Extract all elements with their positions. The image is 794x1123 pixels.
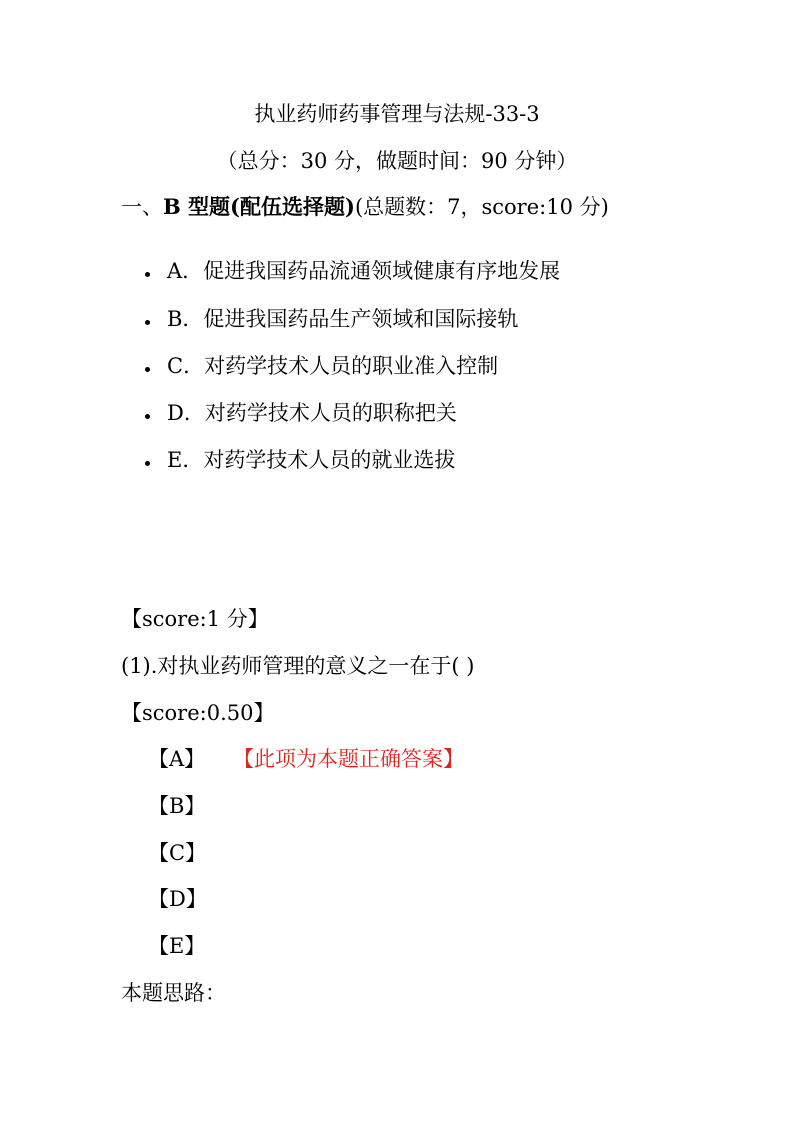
section-type: B 型题(配伍选择题) xyxy=(163,194,355,219)
answer-label: 【D】 xyxy=(148,887,207,911)
explanation-label: 本题思路： xyxy=(121,981,226,1005)
option-text: C．对药学技术人员的职业准入控制 xyxy=(167,354,499,378)
answer-label: 【B】 xyxy=(148,794,206,818)
option-text: B．促进我国药品生产领域和国际接轨 xyxy=(167,307,519,331)
bullet-icon xyxy=(145,367,150,372)
bullet-icon xyxy=(145,320,150,325)
option-text: D．对药学技术人员的职称把关 xyxy=(167,401,457,425)
group-score: 【score:1 分】 xyxy=(121,607,269,631)
page-title: 执业药师药事管理与法规-33-3 xyxy=(254,102,540,126)
answer-label: 【A】 xyxy=(148,747,206,771)
exam-meta: （总分：30 分，做题时间：90 分钟） xyxy=(216,149,578,173)
section-count: (总题数：7，score:10 分) xyxy=(354,195,609,219)
question-text: (1).对执业药师管理的意义之一在于( ) xyxy=(121,654,475,678)
section-heading xyxy=(121,192,609,222)
question-score: 【score:0.50】 xyxy=(121,701,275,725)
bullet-icon xyxy=(145,414,150,419)
correct-answer-marker: 【此项为本题正确答案】 xyxy=(233,747,464,771)
answer-label: 【C】 xyxy=(148,841,207,865)
answer-label: 【E】 xyxy=(148,934,206,958)
bullet-icon xyxy=(145,461,150,466)
option-text: E．对药学技术人员的就业选拔 xyxy=(167,448,456,472)
section-prefix: 一、 xyxy=(121,195,163,219)
option-text: A．促进我国药品流通领域健康有序地发展 xyxy=(167,259,561,283)
bullet-icon xyxy=(145,272,150,277)
